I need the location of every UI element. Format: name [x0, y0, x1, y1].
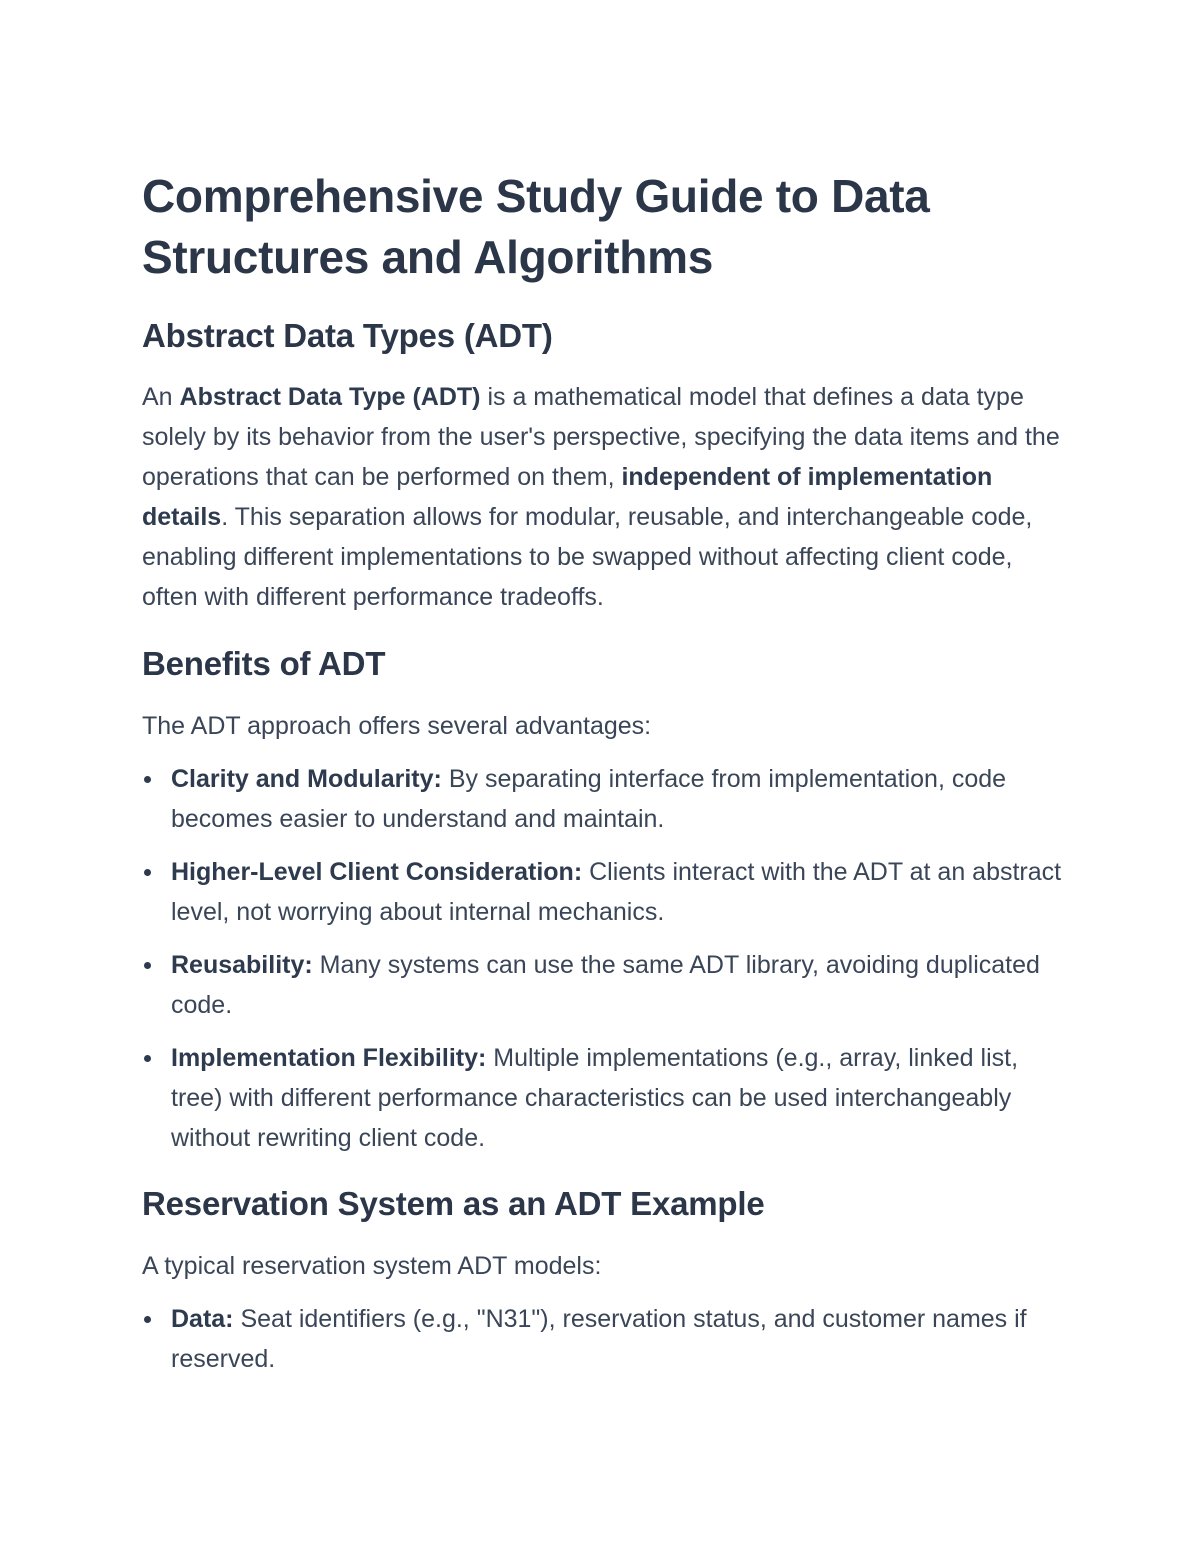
list-item [142, 1038, 1062, 1158]
text-run: An [142, 383, 180, 411]
document-page [142, 166, 1062, 1379]
list-item [142, 945, 1062, 1025]
section-heading-benefits: Benefits of ADT [142, 645, 386, 682]
item-text: By separating interface from implementation, code becomes easier to understand and maintain. [171, 765, 1007, 833]
bold-term: independent of implementation details [142, 463, 993, 531]
item-text: Clients interact with the ADT at an abstract level, not worrying about internal mechanics. [171, 858, 1062, 926]
section-heading-adt: Abstract Data Types (ADT) [142, 317, 553, 354]
item-label: Data: [171, 1305, 234, 1333]
item-text: Many systems can use the same ADT library, avoiding duplicated code. [171, 951, 1040, 1019]
benefits-list [142, 759, 1062, 1158]
document-title: Comprehensive Study Guide to Data Structures and Algorithms [142, 170, 930, 283]
item-label: Clarity and Modularity: [171, 765, 442, 793]
item-label: Implementation Flexibility: [171, 1044, 487, 1072]
section-heading-reservation: Reservation System as an ADT Example [142, 1185, 765, 1222]
item-text: Multiple implementations (e.g., array, linked list, tree) with different performance characteristics can be used interchangeably without rewriting client code. [171, 1044, 1019, 1152]
adt-definition-paragraph [142, 377, 1062, 617]
text-run: is a mathematical model that defines a data type solely by its behavior from the user's perspective, specifying the data items and the operations that can be performed on them, [142, 383, 1060, 491]
list-item [142, 759, 1062, 839]
list-item [142, 852, 1062, 932]
text-run: . This separation allows for modular, reusable, and interchangeable code, enabling different implementations to be swapped without affecting client code, often with different performance tradeoffs. [142, 503, 1033, 611]
item-text: Seat identifiers (e.g., "N31"), reservation status, and customer names if reserved. [171, 1305, 1027, 1373]
list-item [142, 1299, 1062, 1379]
reservation-intro: A typical reservation system ADT models: [142, 1252, 602, 1280]
reservation-list [142, 1299, 1062, 1379]
item-label: Reusability: [171, 951, 313, 979]
benefits-intro: The ADT approach offers several advantages: [142, 712, 652, 740]
bold-term: Abstract Data Type (ADT) [179, 383, 481, 411]
item-label: Higher-Level Client Consideration: [171, 858, 583, 886]
